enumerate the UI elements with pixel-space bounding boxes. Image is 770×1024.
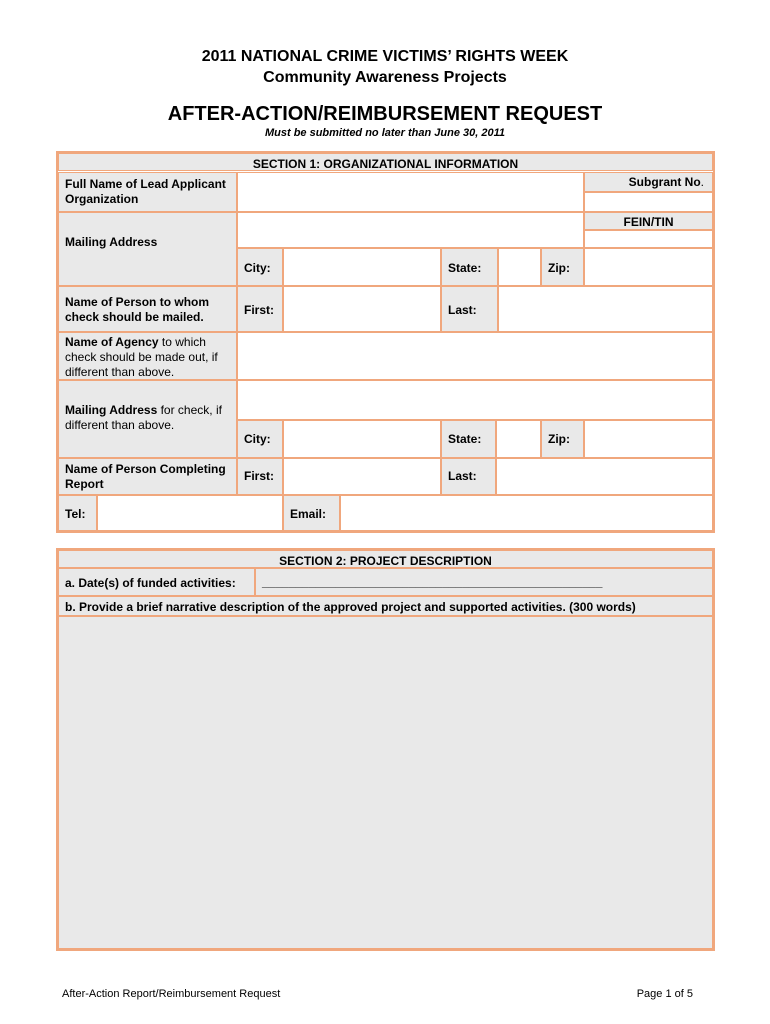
full-name-field[interactable] <box>237 172 584 212</box>
check-city-label: City: <box>237 420 283 458</box>
tel-field[interactable] <box>97 495 283 531</box>
header-line-2: Community Awareness Projects <box>263 69 507 86</box>
email-label: Email: <box>283 495 340 531</box>
dates-label: a. Date(s) of funded activities: <box>58 568 255 596</box>
city-label: City: <box>237 248 283 286</box>
deadline-note: Must be submitted no later than June 30, 2011 <box>264 127 506 139</box>
check-mailing-field[interactable] <box>237 380 713 420</box>
fein-field[interactable] <box>584 230 713 248</box>
subgrant-field[interactable] <box>584 192 713 212</box>
mailing-address-label: Mailing Address <box>58 212 237 286</box>
state-label: State: <box>441 248 498 286</box>
last-name-field[interactable] <box>498 286 713 332</box>
section-1-title: SECTION 1: ORGANIZATIONAL INFORMATION <box>58 153 713 171</box>
last-label: Last: <box>441 286 498 332</box>
mailing-address-field[interactable] <box>237 212 584 248</box>
completing-first-field[interactable] <box>283 458 441 495</box>
completing-first-label: First: <box>237 458 283 495</box>
page-title: AFTER-ACTION/REIMBURSEMENT REQUEST <box>167 103 603 125</box>
email-field[interactable] <box>340 495 713 531</box>
first-label: First: <box>237 286 283 332</box>
dates-field[interactable]: ___________________________________________________ <box>255 568 713 596</box>
footer-title: After-Action Report/Reimbursement Request <box>62 988 281 1000</box>
check-zip-field[interactable] <box>584 420 713 458</box>
zip-label: Zip: <box>541 248 584 286</box>
check-state-field[interactable] <box>496 420 541 458</box>
fein-label: FEIN/TIN <box>584 212 713 230</box>
first-name-field[interactable] <box>283 286 441 332</box>
zip-field[interactable] <box>584 248 713 286</box>
narrative-label: b. Provide a brief narrative description of the approved project and supported activities. (300 words) <box>58 596 713 616</box>
person-mailed-label: Name of Person to whom check should be mailed. <box>58 286 237 332</box>
section-2-title: SECTION 2: PROJECT DESCRIPTION <box>58 550 713 568</box>
tel-label: Tel: <box>58 495 97 531</box>
narrative-field[interactable] <box>58 616 713 949</box>
check-mailing-label: Mailing Address for check, if different than above. <box>58 380 237 458</box>
completing-last-label: Last: <box>441 458 496 495</box>
agency-field[interactable] <box>237 332 713 380</box>
full-name-label: Full Name of Lead Applicant Organization <box>58 172 237 212</box>
check-city-field[interactable] <box>283 420 441 458</box>
subgrant-label: Subgrant No. <box>584 172 713 192</box>
agency-label: Name of Agency to which check should be made out, if different than above. <box>58 332 237 380</box>
state-field[interactable] <box>498 248 541 286</box>
header-line-1: 2011 NATIONAL CRIME VICTIMS’ RIGHTS WEEK <box>201 48 569 65</box>
completing-last-field[interactable] <box>496 458 713 495</box>
check-zip-label: Zip: <box>541 420 584 458</box>
page-number: Page 1 of 5 <box>636 988 693 1000</box>
check-state-label: State: <box>441 420 496 458</box>
completing-label: Name of Person Completing Report <box>58 458 237 495</box>
city-field[interactable] <box>283 248 441 286</box>
